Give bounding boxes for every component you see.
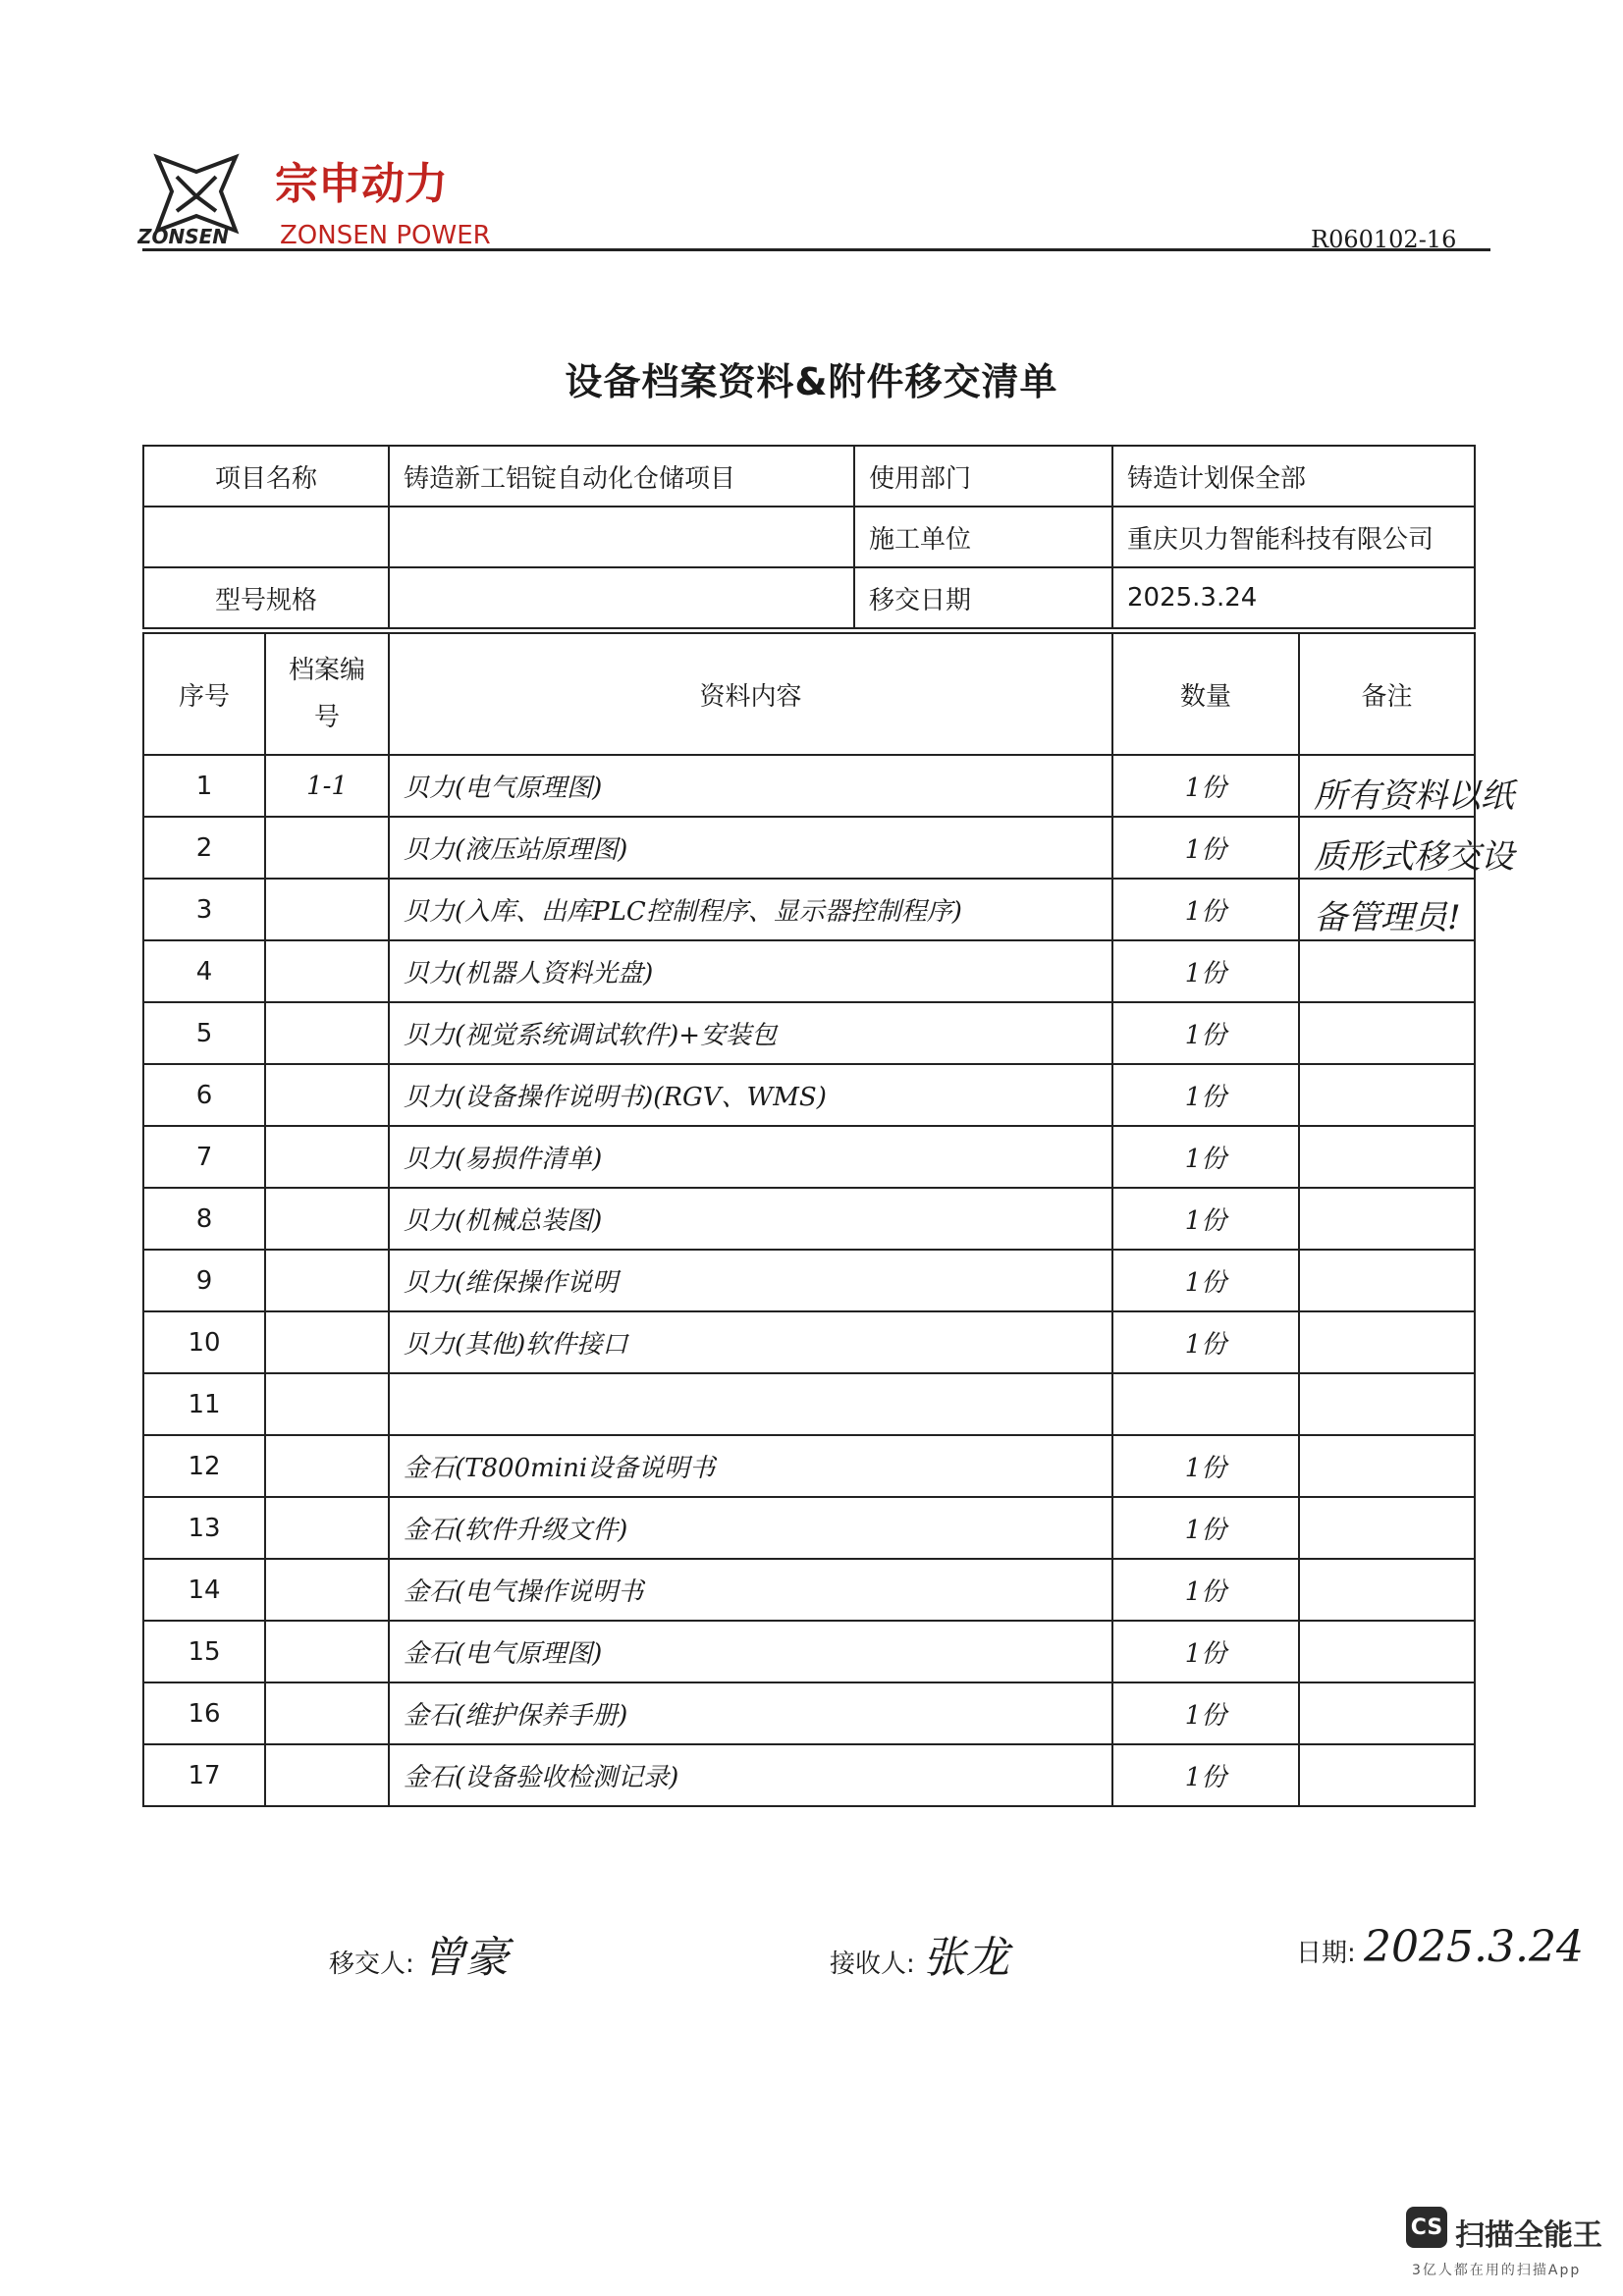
col-qty-header: 数量 bbox=[1112, 633, 1299, 755]
table-row bbox=[143, 1682, 1475, 1744]
item-archive-no bbox=[265, 1002, 389, 1064]
signature-date-value: 2025.3.24 bbox=[1364, 1922, 1584, 1972]
page-title: 设备档案资料&附件移交清单 bbox=[565, 360, 1058, 403]
col-archive-no-header: 档案编号 bbox=[265, 633, 389, 755]
item-archive-no bbox=[265, 1064, 389, 1126]
handover-name: 曾豪 bbox=[422, 1933, 510, 1983]
item-seq: 9 bbox=[143, 1250, 265, 1311]
item-archive-no bbox=[265, 1497, 389, 1559]
item-content: 贝力(电气原理图) bbox=[389, 755, 1112, 817]
item-seq: 11 bbox=[143, 1373, 265, 1435]
contractor-label: 施工单位 bbox=[854, 507, 1112, 567]
model-label: 型号规格 bbox=[143, 567, 389, 628]
item-qty: 1份 bbox=[1112, 755, 1299, 817]
table-row bbox=[143, 817, 1475, 879]
item-qty: 1份 bbox=[1112, 940, 1299, 1002]
item-qty: 1份 bbox=[1112, 1559, 1299, 1621]
item-content bbox=[389, 1373, 1112, 1435]
item-archive-no bbox=[265, 1621, 389, 1682]
table-row bbox=[143, 1621, 1475, 1682]
item-remark bbox=[1299, 1497, 1475, 1559]
item-seq: 12 bbox=[143, 1435, 265, 1497]
item-remark bbox=[1299, 1435, 1475, 1497]
contractor-value: 重庆贝力智能科技有限公司 bbox=[1112, 507, 1475, 567]
item-qty: 1份 bbox=[1112, 1002, 1299, 1064]
item-remark bbox=[1299, 1682, 1475, 1744]
item-content: 贝力(其他)软件接口 bbox=[389, 1311, 1112, 1373]
item-qty: 1份 bbox=[1112, 1311, 1299, 1373]
item-archive-no bbox=[265, 1250, 389, 1311]
table-row bbox=[143, 1435, 1475, 1497]
table-row bbox=[143, 1126, 1475, 1188]
item-archive-no bbox=[265, 817, 389, 879]
item-qty: 1份 bbox=[1112, 1621, 1299, 1682]
empty-cell bbox=[143, 507, 389, 567]
table-row bbox=[143, 1002, 1475, 1064]
signature-date bbox=[1296, 1922, 1584, 1972]
handover-date-label: 移交日期 bbox=[854, 567, 1112, 628]
item-seq: 4 bbox=[143, 940, 265, 1002]
item-remark bbox=[1299, 1559, 1475, 1621]
item-remark bbox=[1299, 1064, 1475, 1126]
signature-date-label: 日期: bbox=[1296, 1939, 1356, 1968]
item-archive-no: 1-1 bbox=[265, 755, 389, 817]
item-content: 金石(电气操作说明书 bbox=[389, 1559, 1112, 1621]
logo-en-text: ZONSEN POWER bbox=[280, 221, 491, 250]
item-content: 贝力(机器人资料光盘) bbox=[389, 940, 1112, 1002]
item-archive-no bbox=[265, 1744, 389, 1806]
item-qty: 1份 bbox=[1112, 879, 1299, 940]
item-seq: 16 bbox=[143, 1682, 265, 1744]
item-seq: 10 bbox=[143, 1311, 265, 1373]
company-logo bbox=[137, 137, 530, 255]
scanner-app-badge bbox=[1406, 2207, 1602, 2285]
item-archive-no bbox=[265, 1559, 389, 1621]
item-content: 金石(T800mini设备说明书 bbox=[389, 1435, 1112, 1497]
item-content: 金石(设备验收检测记录) bbox=[389, 1744, 1112, 1806]
dept-label: 使用部门 bbox=[854, 446, 1112, 507]
item-archive-no bbox=[265, 1373, 389, 1435]
item-archive-no bbox=[265, 879, 389, 940]
item-seq: 7 bbox=[143, 1126, 265, 1188]
model-value bbox=[389, 567, 854, 628]
item-remark bbox=[1299, 1002, 1475, 1064]
table-row bbox=[143, 1064, 1475, 1126]
item-content: 金石(软件升级文件) bbox=[389, 1497, 1112, 1559]
receiver-label: 接收人: bbox=[830, 1949, 915, 1979]
scanner-app-name: 扫描全能王 bbox=[1455, 2218, 1602, 2253]
item-seq: 17 bbox=[143, 1744, 265, 1806]
logo-cn-text: 宗申动力 bbox=[275, 159, 448, 209]
project-info-table bbox=[142, 445, 1476, 629]
scanner-app-tagline: 3亿人都在用的扫描App bbox=[1412, 2263, 1582, 2278]
remark-text: 所有资料以纸质形式移交设备管理员! bbox=[1314, 776, 1514, 937]
item-archive-no bbox=[265, 1126, 389, 1188]
handover-signature bbox=[329, 1922, 509, 1985]
item-content: 贝力(易损件清单) bbox=[389, 1126, 1112, 1188]
item-qty: 1份 bbox=[1112, 1744, 1299, 1806]
item-content: 贝力(视觉系统调试软件)+安装包 bbox=[389, 1002, 1112, 1064]
project-name-label: 项目名称 bbox=[143, 446, 389, 507]
col-remark-header: 备注 bbox=[1299, 633, 1475, 755]
item-remark bbox=[1299, 1311, 1475, 1373]
dept-value: 铸造计划保全部 bbox=[1112, 446, 1475, 507]
item-remark bbox=[1299, 755, 1514, 937]
item-seq: 5 bbox=[143, 1002, 265, 1064]
item-qty: 1份 bbox=[1112, 1682, 1299, 1744]
item-seq: 8 bbox=[143, 1188, 265, 1250]
item-archive-no bbox=[265, 1311, 389, 1373]
item-remark bbox=[1299, 1126, 1475, 1188]
item-remark bbox=[1299, 940, 1475, 1002]
item-remark bbox=[1299, 1621, 1475, 1682]
table-row bbox=[143, 1250, 1475, 1311]
table-row bbox=[143, 755, 1475, 817]
handover-date-value: 2025.3.24 bbox=[1112, 567, 1475, 628]
project-name-value: 铸造新工铝锭自动化仓储项目 bbox=[389, 446, 854, 507]
item-content: 贝力(维保操作说明 bbox=[389, 1250, 1112, 1311]
item-archive-no bbox=[265, 1435, 389, 1497]
item-archive-no bbox=[265, 940, 389, 1002]
camscanner-icon: CS bbox=[1406, 2207, 1447, 2248]
item-qty: 1份 bbox=[1112, 1064, 1299, 1126]
items-table bbox=[142, 632, 1514, 1807]
item-remark bbox=[1299, 1373, 1475, 1435]
item-seq: 3 bbox=[143, 879, 265, 940]
item-seq: 15 bbox=[143, 1621, 265, 1682]
item-seq: 2 bbox=[143, 817, 265, 879]
item-qty: 1份 bbox=[1112, 1250, 1299, 1311]
receiver-signature bbox=[830, 1922, 1009, 1985]
zonsen-wings-logo bbox=[137, 137, 530, 255]
header-divider bbox=[142, 248, 1490, 251]
item-qty: 1份 bbox=[1112, 817, 1299, 879]
item-content: 金石(维护保养手册) bbox=[389, 1682, 1112, 1744]
item-content: 金石(电气原理图) bbox=[389, 1621, 1112, 1682]
item-seq: 6 bbox=[143, 1064, 265, 1126]
item-content: 贝力(设备操作说明书)(RGV、WMS) bbox=[389, 1064, 1112, 1126]
table-row bbox=[143, 879, 1475, 940]
handover-label: 移交人: bbox=[329, 1949, 414, 1979]
item-remark bbox=[1299, 1744, 1475, 1806]
table-row bbox=[143, 1744, 1475, 1806]
item-archive-no bbox=[265, 1188, 389, 1250]
empty-cell bbox=[389, 507, 854, 567]
table-row bbox=[143, 1497, 1475, 1559]
item-remark bbox=[1299, 817, 1475, 879]
col-content-header: 资料内容 bbox=[389, 633, 1112, 755]
item-content: 贝力(机械总装图) bbox=[389, 1188, 1112, 1250]
item-seq: 1 bbox=[143, 755, 265, 817]
item-seq: 14 bbox=[143, 1559, 265, 1621]
item-qty bbox=[1112, 1373, 1299, 1435]
item-remark bbox=[1299, 879, 1475, 940]
document-code: R060102-16 bbox=[1311, 226, 1457, 253]
item-content: 贝力(入库、出库PLC控制程序、显示器控制程序) bbox=[389, 879, 1112, 940]
item-qty: 1份 bbox=[1112, 1435, 1299, 1497]
item-qty: 1份 bbox=[1112, 1497, 1299, 1559]
receiver-name: 张龙 bbox=[923, 1933, 1010, 1983]
table-row bbox=[143, 1559, 1475, 1621]
table-row bbox=[143, 1311, 1475, 1373]
item-qty: 1份 bbox=[1112, 1126, 1299, 1188]
item-seq: 13 bbox=[143, 1497, 265, 1559]
item-remark bbox=[1299, 1188, 1475, 1250]
logo-brand-text: ZONSEN bbox=[137, 225, 230, 248]
item-archive-no bbox=[265, 1682, 389, 1744]
item-content: 贝力(液压站原理图) bbox=[389, 817, 1112, 879]
table-row bbox=[143, 1188, 1475, 1250]
col-seq-header: 序号 bbox=[143, 633, 265, 755]
item-qty: 1份 bbox=[1112, 1188, 1299, 1250]
table-row bbox=[143, 940, 1475, 1002]
item-remark bbox=[1299, 1250, 1475, 1311]
table-row bbox=[143, 1373, 1475, 1435]
